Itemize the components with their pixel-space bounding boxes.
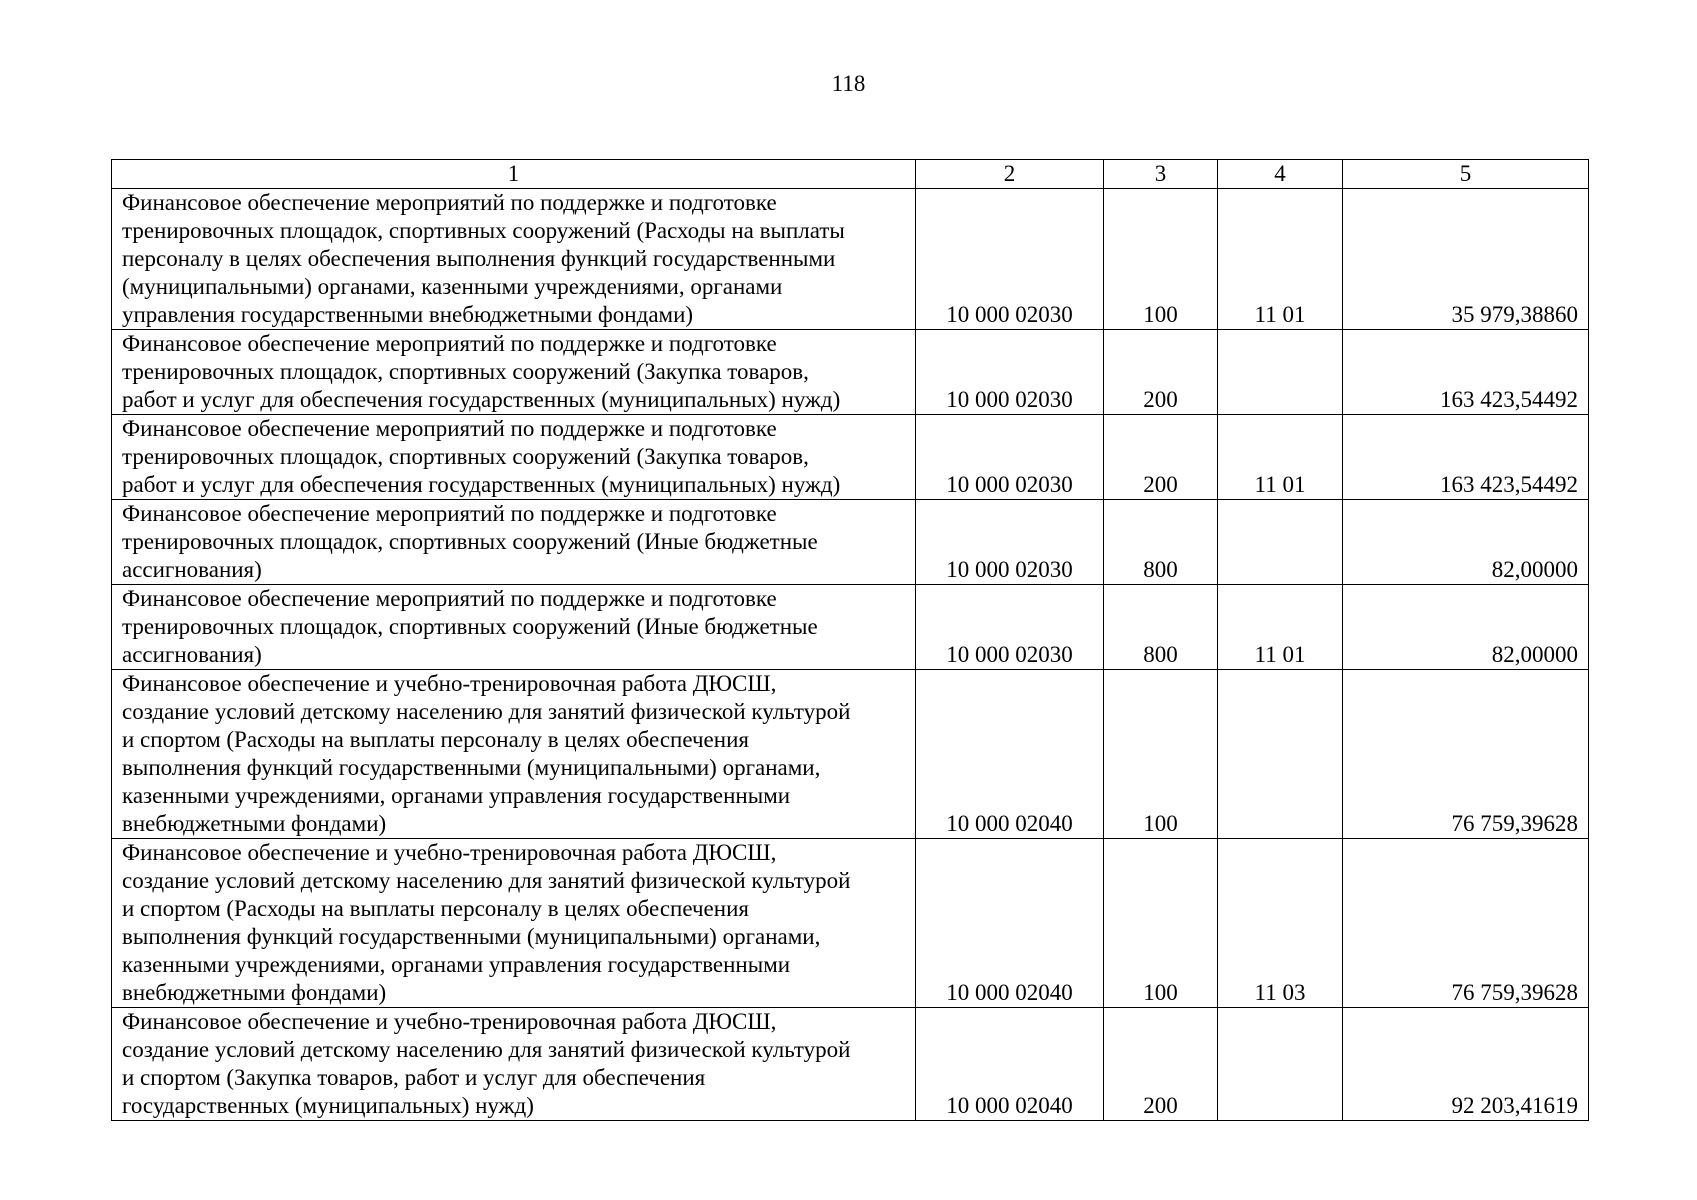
row-name-line: казенными учреждениями, органами управления государственными [122, 783, 791, 808]
row-name-line: управления государственными внебюджетными фондами) [122, 302, 694, 327]
row-name-line: Финансовое обеспечение и учебно-тренировочная работа ДЮСШ, [122, 840, 777, 865]
row-name-cell [112, 585, 916, 670]
row-name-line: Финансовое обеспечение и учебно-тренировочная работа ДЮСШ, [122, 671, 777, 696]
row-name-line: выполнения функций государственными (муниципальными) органами, [122, 755, 821, 780]
page-number: 118 [831, 71, 866, 96]
row-name-line: внебюджетными фондами) [122, 811, 387, 836]
row-name-line: работ и услуг для обеспечения государственных (муниципальных) нужд) [122, 387, 841, 412]
row-name-line: внебюджетными фондами) [122, 980, 387, 1005]
row-section-cell: 11 01 [1218, 189, 1343, 330]
table-body [112, 189, 1589, 1121]
row-amount-cell: 35 979,38860 [1343, 189, 1589, 330]
table-row [112, 839, 1589, 1008]
row-name-line: (муниципальными) органами, казенными учреждениями, органами [122, 274, 783, 299]
row-code-cell: 10 000 02030 [916, 189, 1104, 330]
row-code-cell: 10 000 02040 [916, 839, 1104, 1008]
row-type-cell: 100 [1104, 839, 1218, 1008]
table-row [112, 500, 1589, 585]
row-name-line: ассигнования) [122, 557, 262, 582]
table-row [112, 585, 1589, 670]
row-code-cell: 10 000 02030 [916, 500, 1104, 585]
column-header-3: 3 [1104, 160, 1218, 189]
row-name-line: и спортом (Закупка товаров, работ и услуг для обеспечения [122, 1065, 706, 1090]
row-type-cell: 200 [1104, 330, 1218, 415]
row-amount-cell: 76 759,39628 [1343, 670, 1589, 839]
row-type-cell: 100 [1104, 670, 1218, 839]
column-header-2: 2 [916, 160, 1104, 189]
row-name-line: Финансовое обеспечение мероприятий по поддержке и подготовке [122, 501, 777, 526]
row-code-cell: 10 000 02030 [916, 585, 1104, 670]
row-name-line: создание условий детскому населению для занятий физической культурой [122, 868, 851, 893]
row-name-line: создание условий детскому населению для занятий физической культурой [122, 699, 851, 724]
row-amount-cell: 82,00000 [1343, 500, 1589, 585]
column-header-5: 5 [1343, 160, 1589, 189]
row-name-line: Финансовое обеспечение мероприятий по поддержке и подготовке [122, 331, 777, 356]
row-code-cell: 10 000 02040 [916, 670, 1104, 839]
row-name-line: создание условий детскому населению для занятий физической культурой [122, 1037, 851, 1062]
row-section-cell [1218, 500, 1343, 585]
row-name-line: Финансовое обеспечение и учебно-тренировочная работа ДЮСШ, [122, 1009, 777, 1034]
row-section-cell: 11 03 [1218, 839, 1343, 1008]
row-amount-cell: 92 203,41619 [1343, 1008, 1589, 1121]
row-type-cell: 800 [1104, 500, 1218, 585]
row-name-line: тренировочных площадок, спортивных сооружений (Закупка товаров, [122, 359, 809, 384]
row-amount-cell: 163 423,54492 [1343, 415, 1589, 500]
row-amount-cell: 76 759,39628 [1343, 839, 1589, 1008]
row-amount-cell: 82,00000 [1343, 585, 1589, 670]
row-name-cell [112, 839, 916, 1008]
row-name-cell [112, 500, 916, 585]
row-section-cell [1218, 670, 1343, 839]
row-code-cell: 10 000 02040 [916, 1008, 1104, 1121]
row-name-line: государственных (муниципальных) нужд) [122, 1093, 534, 1118]
header-row [112, 160, 1589, 189]
row-section-cell: 11 01 [1218, 585, 1343, 670]
row-name-cell [112, 1008, 916, 1121]
row-name-line: и спортом (Расходы на выплаты персоналу в целях обеспечения [122, 896, 749, 921]
column-header-1: 1 [112, 160, 916, 189]
row-name-line: Финансовое обеспечение мероприятий по поддержке и подготовке [122, 586, 777, 611]
row-type-cell: 100 [1104, 189, 1218, 330]
row-name-line: ассигнования) [122, 642, 262, 667]
row-code-cell: 10 000 02030 [916, 330, 1104, 415]
table-row [112, 415, 1589, 500]
row-type-cell: 800 [1104, 585, 1218, 670]
row-name-line: Финансовое обеспечение мероприятий по поддержке и подготовке [122, 416, 777, 441]
row-section-cell: 11 01 [1218, 415, 1343, 500]
table-row [112, 189, 1589, 330]
row-name-cell [112, 415, 916, 500]
column-header-4: 4 [1218, 160, 1343, 189]
table-row [112, 330, 1589, 415]
row-name-line: тренировочных площадок, спортивных сооружений (Иные бюджетные [122, 529, 818, 554]
row-name-line: тренировочных площадок, спортивных сооружений (Иные бюджетные [122, 614, 818, 639]
budget-table [111, 159, 1589, 1121]
row-name-cell [112, 670, 916, 839]
row-name-line: выполнения функций государственными (муниципальными) органами, [122, 924, 821, 949]
row-name-line: тренировочных площадок, спортивных сооружений (Закупка товаров, [122, 444, 809, 469]
row-section-cell [1218, 330, 1343, 415]
row-section-cell [1218, 1008, 1343, 1121]
row-name-cell [112, 189, 916, 330]
row-amount-cell: 163 423,54492 [1343, 330, 1589, 415]
table-row [112, 1008, 1589, 1121]
row-name-line: тренировочных площадок, спортивных сооружений (Расходы на выплаты [122, 218, 845, 243]
row-name-cell [112, 330, 916, 415]
row-type-cell: 200 [1104, 415, 1218, 500]
row-name-line: Финансовое обеспечение мероприятий по поддержке и подготовке [122, 190, 777, 215]
row-name-line: работ и услуг для обеспечения государственных (муниципальных) нужд) [122, 472, 841, 497]
row-name-line: и спортом (Расходы на выплаты персоналу в целях обеспечения [122, 727, 749, 752]
row-name-line: персоналу в целях обеспечения выполнения функций государственными [122, 246, 836, 271]
row-code-cell: 10 000 02030 [916, 415, 1104, 500]
row-name-line: казенными учреждениями, органами управления государственными [122, 952, 791, 977]
table-row [112, 670, 1589, 839]
row-type-cell: 200 [1104, 1008, 1218, 1121]
